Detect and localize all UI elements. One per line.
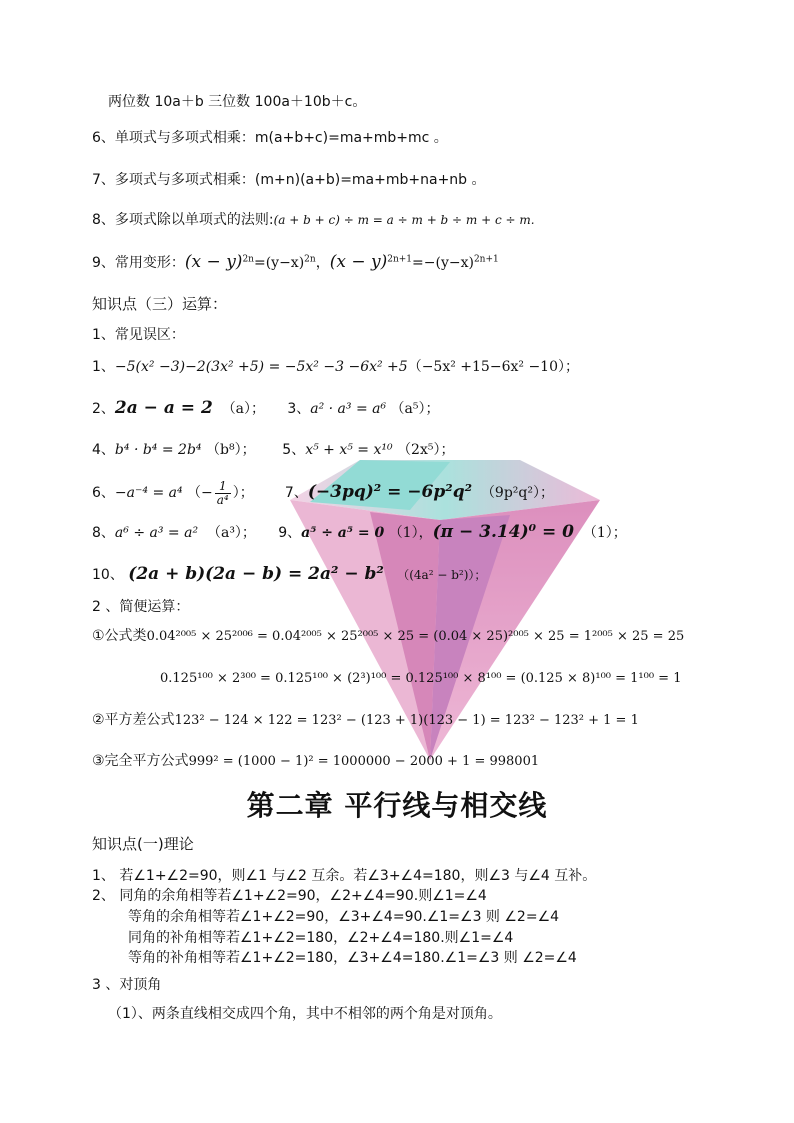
line-rule-8 xyxy=(92,210,535,230)
mistake-6-correct-open: （− xyxy=(187,485,213,501)
rule-9-eq-b: =−(y−x) xyxy=(412,255,474,271)
mistake-9-label: 9、 xyxy=(278,525,302,541)
mistake-5-label: 5、 xyxy=(282,442,306,458)
simplified-1 xyxy=(92,626,684,647)
mistake-8-label: 8、 xyxy=(92,525,115,541)
section-3-heading: 知识点（三）运算： xyxy=(92,295,228,313)
mistake-1-label: 1、 xyxy=(92,359,115,375)
mistake-1-formula: −5(x² −3)−2(3x² +5) = −5x² −3 −6x² +5 xyxy=(114,359,408,375)
simplified-2 xyxy=(92,710,639,731)
rule-8-label: 8、多项式除以单项式的法则: xyxy=(92,212,274,228)
line-rule-9 xyxy=(92,252,499,273)
line-rule-7: 7、多项式与多项式相乘：(m+n)(a+b)=ma+mb+na+nb 。 xyxy=(92,172,486,188)
mistake-10-formula: (2a + b)(2a − b) = 2a² − b² xyxy=(128,564,384,584)
mistake-7-formula: (−3pq)² = −6p²q² xyxy=(307,482,473,502)
mistake-2-3 xyxy=(92,398,440,419)
mistake-6-7 xyxy=(92,478,554,507)
mistake-4-label: 4、 xyxy=(92,442,115,458)
simplified-1-label: ①公式类 xyxy=(92,628,147,644)
rule-9-eq-a: =(y−x) xyxy=(253,255,305,271)
theory-2: 2、 同角的余角相等若∠1+∠2=90，∠2+∠4=90.则∠1=∠4 xyxy=(92,888,487,904)
mistake-9-formula: a⁵ ÷ a⁵ = 0 xyxy=(301,525,385,541)
mistake-10 xyxy=(92,564,486,585)
mistake-9b-correct: （1）； xyxy=(582,525,627,541)
fraction-numerator: 1 xyxy=(215,480,231,494)
chapter-title: 第二章 平行线与相交线 xyxy=(246,789,548,822)
mistake-8-formula: a⁶ ÷ a³ = a² xyxy=(114,525,199,541)
theory-3: 3 、对顶角 xyxy=(92,977,162,993)
mistake-4-5 xyxy=(92,440,454,460)
fraction-denominator: a⁴ xyxy=(216,492,229,507)
simplified-heading: 2 、简便运算： xyxy=(92,599,190,615)
simplified-2-formula: 123² − 124 × 122 = 123² − (123 + 1)(123 − 1) = 123² − 123² + 1 = 1 xyxy=(174,713,639,728)
mistake-9-correct: （1）， xyxy=(388,525,433,541)
mistake-10-correct: （(4a² − b²)）； xyxy=(397,568,487,582)
line-rule-6: 6、单项式与多项式相乘：m(a+b+c)=ma+mb+mc 。 xyxy=(92,130,448,146)
mistake-7-label: 7、 xyxy=(284,485,308,501)
mistake-6-formula: −a⁻⁴ = a⁴ xyxy=(114,485,183,501)
mistake-9b-formula: (π − 3.14)⁰ = 0 xyxy=(432,522,574,542)
line-place-value: 两位数 10a＋b 三位数 100a＋10b＋c。 xyxy=(108,94,367,110)
rule-9-label: 9、常用变形： xyxy=(92,255,185,271)
simplified-2-label: ②平方差公式 xyxy=(92,712,175,728)
rule-8-formula: (a + b + c) ÷ m = a ÷ m + b ÷ m + c ÷ m. xyxy=(273,213,535,227)
rule-9-exp-a: 2n xyxy=(242,254,254,265)
simplified-1b xyxy=(160,668,681,689)
rule-9-exp-c: 2n+1 xyxy=(387,254,413,265)
mistake-3-correct: （a⁵）； xyxy=(390,401,440,417)
theory-2b: 等角的余角相等若∠1+∠2=90，∠3+∠4=90.∠1=∠3 则 ∠2=∠4 xyxy=(128,909,560,925)
common-mistakes-heading: 1、常见误区： xyxy=(92,327,185,343)
mistake-2-label: 2、 xyxy=(92,401,115,417)
rule-9-comma: ， xyxy=(315,255,330,271)
rule-9-exp-b: 2n xyxy=(304,254,316,265)
mistake-8-9 xyxy=(92,522,627,543)
simplified-3-label: ③完全平方公式 xyxy=(92,753,189,769)
simplified-3 xyxy=(92,751,539,772)
mistake-2-formula: 2a − a = 2 xyxy=(114,398,213,418)
chapter-2-heading: 知识点(一)理论 xyxy=(92,835,194,853)
simplified-1-formula: 0.04²⁰⁰⁵ × 25²⁰⁰⁶ = 0.04²⁰⁰⁵ × 25²⁰⁰⁵ × 25 = (0.04 × 25)²⁰⁰⁵ × 25 = 1²⁰⁰⁵ × 25 = 25 xyxy=(146,629,685,644)
mistake-3-label: 3、 xyxy=(287,401,311,417)
simplified-3-formula: 999² = (1000 − 1)² = 1000000 − 2000 + 1 = 998001 xyxy=(188,754,540,769)
mistake-4-formula: b⁴ · b⁴ = 2b⁴ xyxy=(114,442,202,458)
mistake-7-correct: （9p²q²）； xyxy=(480,485,554,501)
rule-9-expr-a: (x − y) xyxy=(184,252,243,272)
mistake-1 xyxy=(92,357,579,377)
mistake-6-fraction xyxy=(215,480,231,507)
theory-3-1: （1）、两条直线相交成四个角，其中不相邻的两个角是对顶角。 xyxy=(108,1006,502,1022)
mistake-6-correct-close: ）； xyxy=(232,485,254,501)
mistake-4-correct: （b⁸）； xyxy=(206,442,256,458)
mistake-6-label: 6、 xyxy=(92,485,115,501)
theory-2c: 同角的补角相等若∠1+∠2=180，∠2+∠4=180.则∠1=∠4 xyxy=(128,930,514,946)
mistake-8-correct: （a³）； xyxy=(206,525,256,541)
simplified-1b-formula: 0.125¹⁰⁰ × 2³⁰⁰ = 0.125¹⁰⁰ × (2³)¹⁰⁰ = 0.125¹⁰⁰ × 8¹⁰⁰ = (0.125 × 8)¹⁰⁰ = 1¹⁰⁰ = 1 xyxy=(160,671,682,686)
theory-2d: 等角的补角相等若∠1+∠2=180，∠3+∠4=180.∠1=∠3 则 ∠2=∠4 xyxy=(128,950,577,966)
rule-9-expr-b: (x − y) xyxy=(329,252,388,272)
theory-1: 1、 若∠1+∠2=90，则∠1 与∠2 互余。若∠3+∠4=180，则∠3 与∠4 互补。 xyxy=(92,868,597,884)
rule-9-exp-d: 2n+1 xyxy=(473,254,499,265)
mistake-5-correct: （2x⁵）； xyxy=(397,442,455,458)
mistake-2-correct: （a）； xyxy=(221,401,266,417)
mistake-1-correct: （−5x² +15−6x² −10）； xyxy=(407,359,579,375)
mistake-3-formula: a² · a³ = a⁶ xyxy=(310,401,387,417)
mistake-10-label: 10、 xyxy=(92,567,124,583)
mistake-5-formula: x⁵ + x⁵ = x¹⁰ xyxy=(305,442,393,458)
